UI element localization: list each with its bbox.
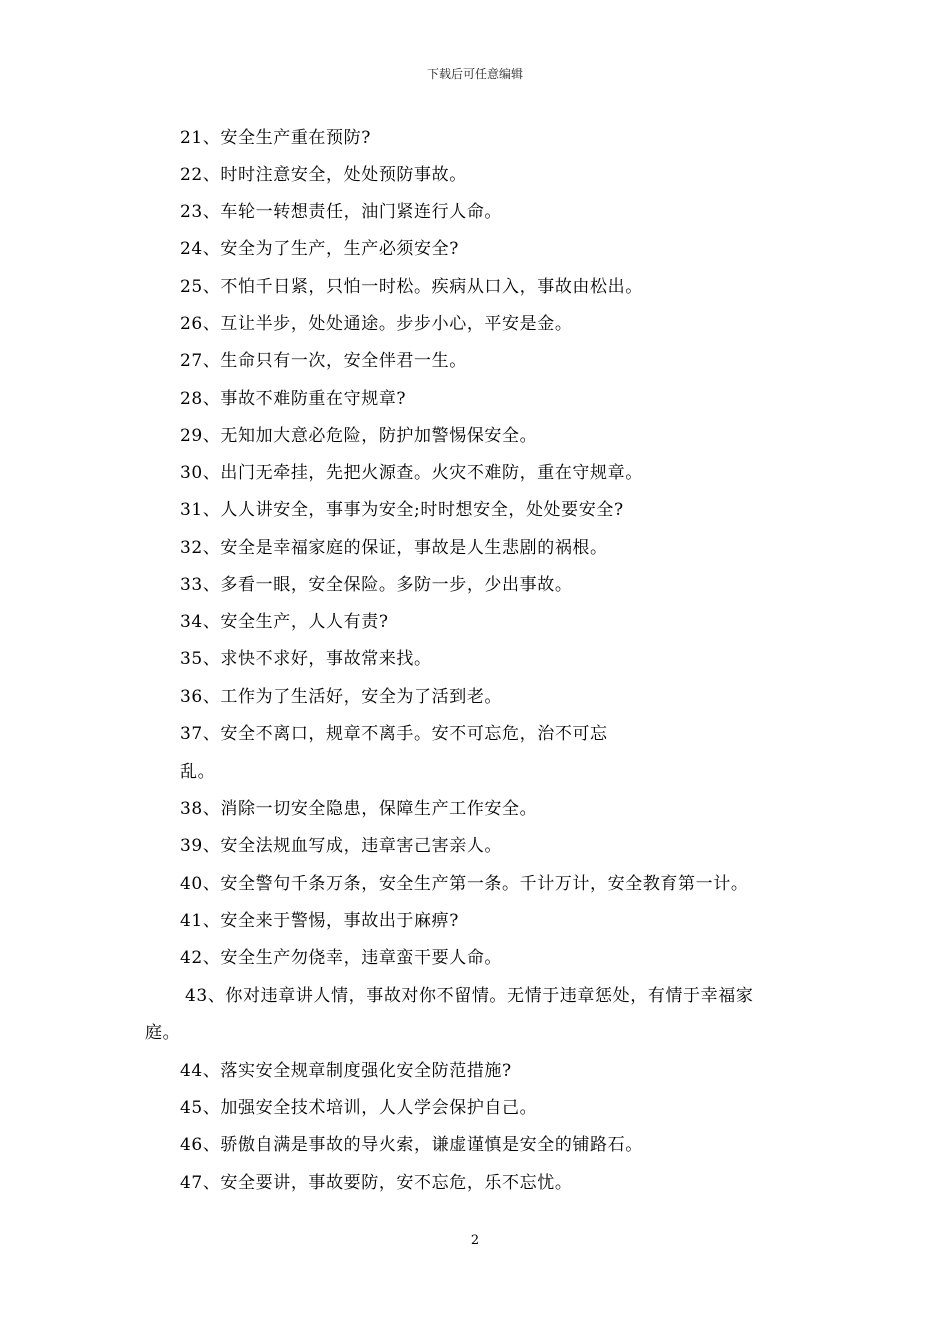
slogan-line: 23、车轮一转想责任，油门紧连行人命。 [180, 202, 503, 222]
slogan-line: 45、加强安全技术培训，人人学会保护自己。 [180, 1098, 538, 1118]
slogan-line: 44、落实安全规章制度强化安全防范措施? [180, 1061, 512, 1081]
slogan-line: 22、时时注意安全，处处预防事故。 [180, 165, 467, 185]
slogan-line-continuation: 庭。 [145, 1023, 181, 1043]
slogan-line: 30、出门无牵挂，先把火源查。火灾不难防，重在守规章。 [180, 463, 643, 483]
slogan-line: 38、消除一切安全隐患，保障生产工作安全。 [180, 799, 538, 819]
slogan-line: 43、你对违章讲人情，事故对你不留情。无情于违章惩处，有情于幸福家 [185, 986, 754, 1006]
slogan-line: 36、工作为了生活好，安全为了活到老。 [180, 687, 503, 707]
slogan-line: 32、安全是幸福家庭的保证，事故是人生悲剧的祸根。 [180, 538, 608, 558]
slogan-line: 29、无知加大意必危险，防护加警惕保安全。 [180, 426, 538, 446]
slogan-line: 41、安全来于警惕，事故出于麻痹? [180, 911, 459, 931]
slogan-line: 42、安全生产勿侥幸，违章蛮干要人命。 [180, 948, 503, 968]
slogan-line: 37、安全不离口，规章不离手。安不可忘危，治不可忘 [180, 724, 608, 744]
slogan-line: 40、安全警句千条万条，安全生产第一条。千计万计，安全教育第一计。 [180, 874, 749, 894]
slogan-line: 34、安全生产，人人有责? [180, 612, 389, 632]
slogan-line: 33、多看一眼，安全保险。多防一步，少出事故。 [180, 575, 573, 595]
slogan-line: 31、人人讲安全，事事为安全;时时想安全，处处要安全? [180, 500, 624, 520]
slogan-line: 24、安全为了生产，生产必须安全? [180, 239, 459, 259]
page-number: 2 [470, 1233, 480, 1248]
slogan-line: 21、安全生产重在预防? [180, 128, 371, 148]
slogan-line: 39、安全法规血写成，违章害己害亲人。 [180, 836, 503, 856]
slogan-line: 47、安全要讲，事故要防，安不忘危，乐不忘忧。 [180, 1173, 573, 1193]
slogan-line: 35、求快不求好，事故常来找。 [180, 649, 432, 669]
slogan-line: 26、互让半步，处处通途。步步小心，平安是金。 [180, 314, 573, 334]
slogan-line-continuation: 乱。 [180, 762, 216, 782]
slogan-line: 27、生命只有一次，安全伴君一生。 [180, 351, 467, 371]
slogan-line: 28、事故不难防重在守规章? [180, 389, 407, 409]
slogan-line: 46、骄傲自满是事故的导火索，谦虚谨慎是安全的铺路石。 [180, 1135, 643, 1155]
page-header: 下载后可任意编辑 [426, 67, 523, 81]
slogan-line: 25、不怕千日紧，只怕一时松。疾病从口入，事故由松出。 [180, 277, 643, 297]
